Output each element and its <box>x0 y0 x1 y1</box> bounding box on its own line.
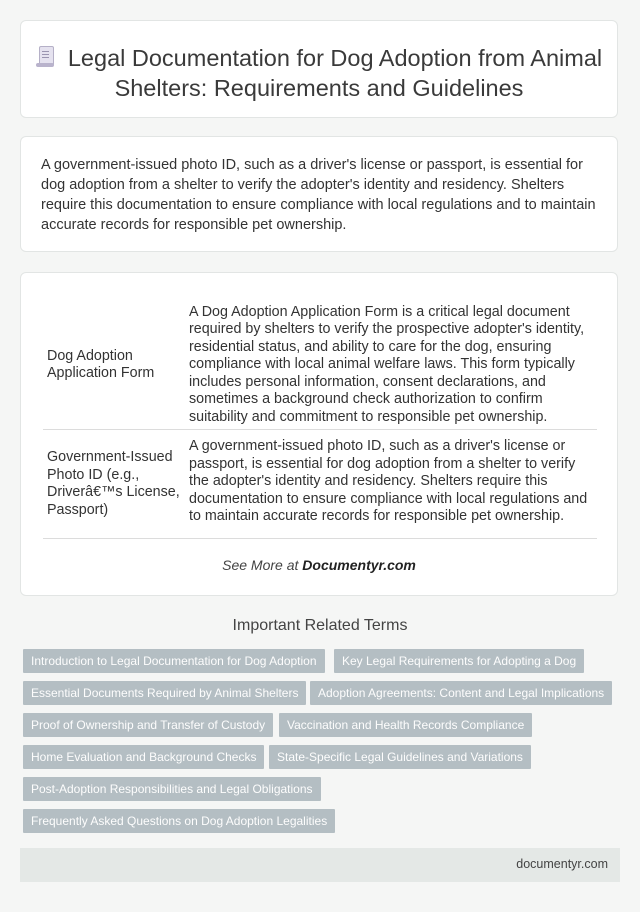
see-more-label: See More at <box>222 557 303 573</box>
related-terms-title: Important Related Terms <box>232 617 408 634</box>
related-term-tag[interactable]: Essential Documents Required by Animal Shelters <box>23 681 306 705</box>
table-term: Government-Issued Photo ID (e.g., Driverâ€™s License, Passport) <box>43 430 187 539</box>
table-description: A Dog Adoption Application Form is a critical legal document required by shelters to verify the prospective adopter's identity, residential status, and ability to care for the dog, ensuring compliance with local animal welfare laws. This form typically includes personal information, consent declarations, and sometimes a background check authorization to confirm suitability and commitment to responsible pet ownership. <box>187 301 597 430</box>
footer <box>20 848 620 882</box>
see-more-link[interactable]: Documentyr.com <box>302 557 416 573</box>
page-title-text: Legal Documentation for Dog Adoption from Animal Shelters: Requirements and Guidelines <box>67 45 603 101</box>
table-term: Dog Adoption Application Form <box>43 301 187 430</box>
related-term-tag[interactable]: Vaccination and Health Records Compliance <box>279 713 532 737</box>
title-card <box>20 20 618 118</box>
page-title <box>21 43 617 103</box>
related-term-tag[interactable]: Frequently Asked Questions on Dog Adoption Legalities <box>23 809 335 833</box>
related-term-tag[interactable]: State-Specific Legal Guidelines and Variations <box>269 745 531 769</box>
see-more <box>21 557 617 573</box>
documents-table-card <box>20 272 618 596</box>
table-row <box>43 301 597 430</box>
table-description: A government-issued photo ID, such as a driver's license or passport, is essential for dog adoption from a shelter to verify the adopter's identity and residency. Shelters require this documentation to ensure compliance with local regulations and to maintain accurate records for responsible pet ownership. <box>187 430 597 539</box>
table-row <box>43 430 597 539</box>
summary-text: A government-issued photo ID, such as a driver's license or passport, is essential for dog adoption from a shelter to verify the adopter's identity and residency. Shelters require this documentation to ensure compliance with local regulations and to maintain accurate records for responsible pet ownership. <box>41 157 596 233</box>
documents-table <box>43 301 597 539</box>
related-term-tag[interactable]: Introduction to Legal Documentation for Dog Adoption <box>23 649 325 673</box>
related-term-tag[interactable]: Home Evaluation and Background Checks <box>23 745 264 769</box>
related-term-tag[interactable]: Key Legal Requirements for Adopting a Dog <box>334 649 584 673</box>
summary-card <box>20 136 618 252</box>
related-term-tag[interactable]: Proof of Ownership and Transfer of Custody <box>23 713 273 737</box>
related-term-tag[interactable]: Post-Adoption Responsibilities and Legal Obligations <box>23 777 321 801</box>
footer-site-link[interactable]: documentyr.com <box>516 857 608 871</box>
document-scroll-icon <box>36 46 54 68</box>
related-term-tag[interactable]: Adoption Agreements: Content and Legal Implications <box>310 681 612 705</box>
